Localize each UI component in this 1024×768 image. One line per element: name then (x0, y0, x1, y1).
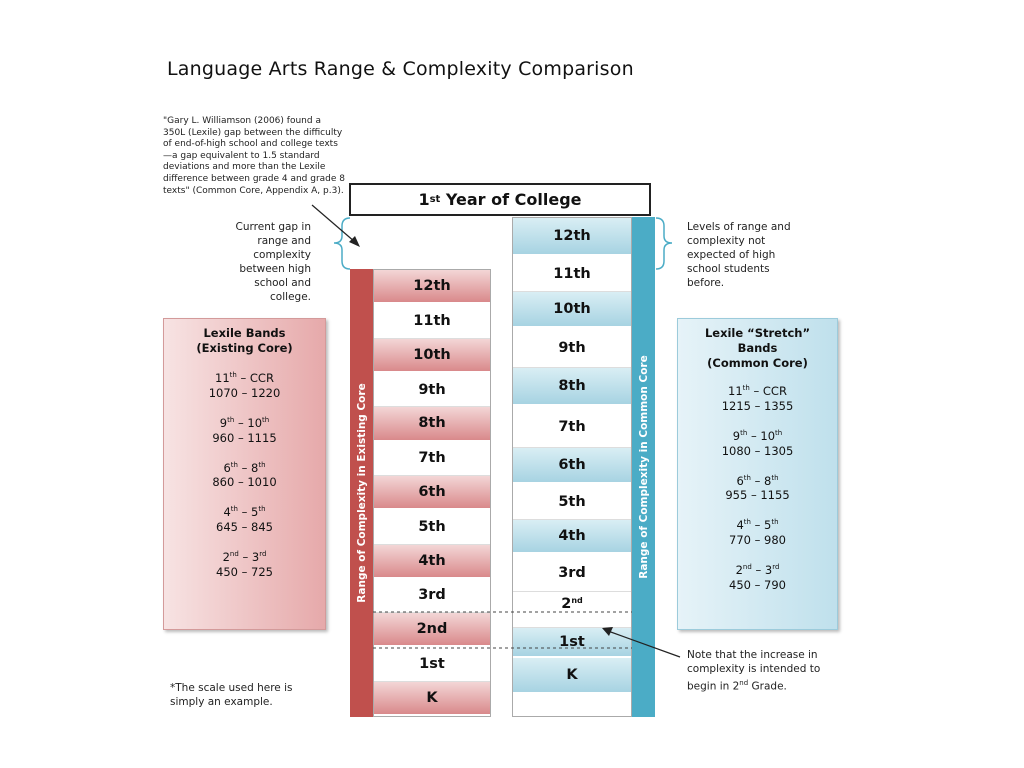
lexile-band-part: th (742, 384, 750, 392)
right-box-title-1: Lexile “Stretch” (704, 326, 811, 340)
common-grade-sup: nd (571, 596, 583, 605)
williamson-quote: "Gary L. Williamson (2006) found a 350L (Lexile) gap between the difficulty of end-of-high school and college texts—a gap equivalent to 1.5 standard deviations and more than the Lexile difference between grade 4 and grade 8 texts" (Common Core, Appendix A, p.3). (163, 116, 346, 196)
lexile-band-range: 1080 – 1305 (721, 443, 794, 458)
common-grade-text: 6th (558, 457, 586, 473)
note-text-b: Grade. (748, 680, 787, 693)
lexile-band-part: – 8 (750, 473, 772, 488)
existing-grade-cell: 12th (374, 270, 490, 304)
quote-arrow-icon (312, 205, 355, 242)
common-grade-text: 1st (559, 634, 585, 650)
existing-grade-cell: 2nd (374, 613, 490, 647)
common-grade-text: 10th (553, 301, 591, 317)
lexile-band-part: – 5 (750, 518, 772, 533)
existing-grade-cell: 5th (374, 510, 490, 544)
lexile-band-part: th (227, 415, 235, 424)
lexile-band-part: nd (229, 550, 239, 559)
existing-grade-cell: K (374, 682, 490, 716)
existing-grade-cell: 4th (374, 545, 490, 579)
lexile-band-part: th (230, 460, 238, 469)
lexile-band-part: 4 (736, 518, 744, 533)
lexile-band-part: th (258, 505, 266, 514)
lexile-band-part: th (743, 518, 751, 527)
lexile-band-range: 860 – 1010 (212, 475, 277, 490)
right-box-title-2: Bands (737, 341, 778, 355)
common-grade-text: 9th (558, 339, 586, 356)
lexile-band-part: 11 (215, 370, 230, 385)
lexile-band-range: 1215 – 1355 (721, 398, 794, 413)
levels-not-expected-label: Levels of range and complexity not expected of high school students before. (687, 221, 791, 289)
lexile-band-range: 645 – 845 (216, 520, 273, 535)
existing-grade-cell: 1st (374, 647, 490, 681)
lexile-band-part: – 10 (234, 415, 263, 430)
lexile-band-part: 2 (735, 563, 743, 578)
lexile-band-range: 450 – 725 (216, 565, 273, 580)
lexile-band-part: rd (259, 550, 267, 559)
lexile-band-part: – 3 (751, 563, 773, 578)
lexile-band-part: – 3 (238, 550, 260, 565)
lexile-band-part: 4 (223, 505, 231, 520)
common-grade-text: 7th (558, 418, 586, 435)
lexile-band-part: 9 (732, 428, 741, 443)
existing-grade-cell: 3rd (374, 579, 490, 613)
right-brace-icon (656, 218, 672, 269)
existing-grade-cell: 10th (374, 339, 490, 373)
left-box-title-1: Lexile Bands (203, 326, 286, 340)
lexile-band-part: th (262, 415, 270, 424)
common-grade-text: 8th (558, 378, 586, 394)
lexile-band-part: th (258, 460, 266, 469)
common-core-bar-label: Range of Complexity in Common Core (637, 355, 650, 579)
right-box-title-3: (Common Core) (707, 356, 808, 370)
lexile-band-part: 6 (736, 473, 744, 488)
lexile-band-part: th (743, 473, 751, 482)
lexile-band-part: 2 (222, 550, 230, 565)
lexile-band-range: 960 – 1115 (212, 430, 277, 445)
lexile-band-part: nd (742, 563, 752, 572)
existing-grade-cell: 11th (374, 304, 490, 338)
common-grade-text: 2 (561, 596, 572, 612)
lexile-band-range: 770 – 980 (729, 533, 786, 548)
college-prefix: 1 (418, 190, 430, 209)
scale-note: *The scale used here is simply an example. (170, 682, 293, 708)
lexile-band-part: th (229, 371, 237, 379)
lexile-band-range: 1070 – 1220 (208, 385, 281, 400)
lexile-band-part: th (775, 428, 783, 437)
left-box-title-2: (Existing Core) (196, 341, 293, 355)
lexile-band-part: – 8 (237, 460, 259, 475)
lexile-band-part: – 10 (747, 428, 776, 443)
college-sup: st (429, 194, 441, 205)
current-gap-label: Current gap in range and complexity between high school and college. (235, 221, 311, 303)
lexile-band-part: th (230, 505, 238, 514)
lexile-band-part: rd (772, 563, 780, 572)
lexile-band-part: – CCR (236, 370, 274, 385)
note-sup: nd (739, 679, 749, 687)
common-grade-text: 5th (558, 493, 586, 510)
lexile-band-part: th (771, 473, 779, 482)
common-grade-text: 3rd (558, 564, 586, 581)
lexile-band-part: – CCR (749, 383, 787, 398)
lexile-band-part: th (771, 518, 779, 527)
lexile-band-part: – 5 (237, 505, 259, 520)
lexile-band-part: th (740, 428, 748, 437)
page-title: Language Arts Range & Complexity Comparison (167, 58, 634, 80)
common-grade-text: K (566, 667, 578, 683)
note-arrow-icon (608, 631, 680, 657)
common-grade-text: 4th (558, 528, 586, 544)
common-grade-text: 11th (553, 265, 591, 282)
existing-grade-cell: 6th (374, 476, 490, 510)
lexile-band-part: 9 (219, 415, 228, 430)
common-grade-text: 12th (553, 228, 591, 244)
note-text-a: Note that the increase in complexity is intended to begin in 2 (687, 649, 821, 693)
lexile-band-part: 6 (223, 460, 231, 475)
college-rest: Year of College (440, 190, 582, 209)
lexile-band-range: 955 – 1155 (725, 488, 790, 503)
lexile-band-part: 11 (728, 383, 743, 398)
existing-grade-cell: 8th (374, 407, 490, 441)
existing-grade-cell: 7th (374, 442, 490, 476)
existing-core-bar-label: Range of Complexity in Existing Core (355, 383, 368, 603)
lexile-band-range: 450 – 790 (729, 578, 786, 593)
existing-grade-cell: 9th (374, 373, 490, 407)
